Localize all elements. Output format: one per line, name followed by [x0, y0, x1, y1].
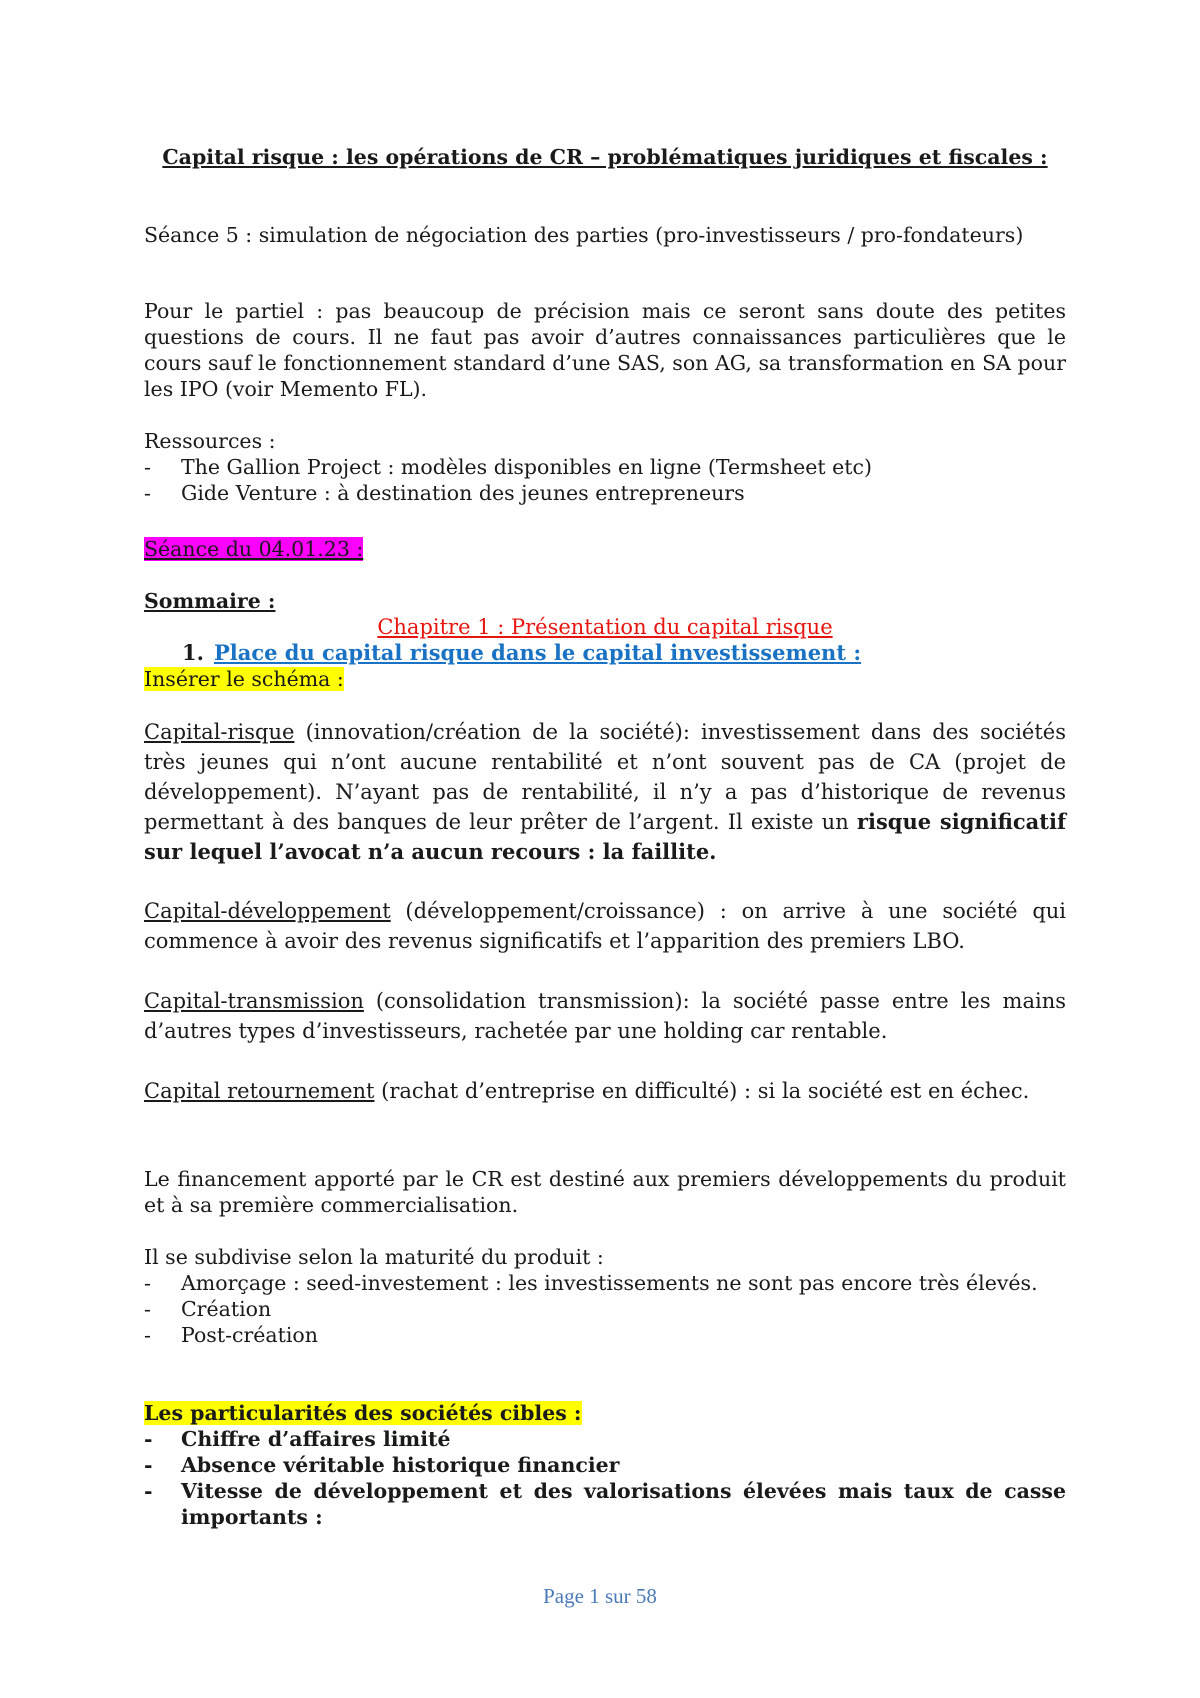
subdivise-section — [144, 1244, 1066, 1348]
document-title: Capital risque : les opérations de CR – problématiques juridiques et fiscales : — [162, 145, 1048, 169]
capital-retournement-term: Capital retournement — [144, 1079, 375, 1103]
particularites-list — [144, 1426, 1066, 1530]
list-item: - The Gallion Project : modèles disponibles en ligne (Termsheet etc) — [144, 455, 872, 479]
capital-transmission-term: Capital-transmission — [144, 989, 364, 1013]
subdivise-list — [144, 1270, 1066, 1348]
dash-bullet: - — [144, 1297, 151, 1321]
seance-date-heading: Séance du 04.01.23 : — [144, 537, 364, 561]
chapter-title: Chapitre 1 : Présentation du capital risque — [377, 615, 833, 639]
inserer-schema: Insérer le schéma : — [144, 667, 344, 691]
dash-bullet: - — [144, 1453, 153, 1477]
capital-transmission-paragraph: Capital-transmission (consolidation transmission): la société passe entre les mains d’autres types d’investisseurs, rachetée par une holding car rentable. — [144, 989, 1066, 1043]
seance-5-paragraph: Séance 5 : simulation de négociation des parties (pro-investisseurs / pro-fondateurs) — [144, 223, 1024, 247]
subdivise-heading: Il se subdivise selon la maturité du produit : — [144, 1245, 604, 1269]
particularites-section — [144, 1400, 1066, 1530]
list-item: - Création — [144, 1297, 272, 1321]
list-item: - Vitesse de développement et des valorisations élevées mais taux de casse importants : — [144, 1479, 1066, 1529]
dash-bullet: - — [144, 455, 151, 479]
dash-bullet: - — [144, 1271, 151, 1295]
section-number: 1. — [182, 640, 204, 665]
capital-developpement-paragraph: Capital-développement (développement/croissance) : on arrive à une société qui commence à avoir des revenus significatifs et l’apparition des premiers LBO. — [144, 899, 1066, 953]
ressources-list — [144, 454, 1066, 506]
capital-retournement-paragraph: Capital retournement (rachat d’entreprise en difficulté) : si la société est en échec. — [144, 1079, 1030, 1103]
document-page — [144, 0, 1066, 1698]
list-item: - Gide Venture : à destination des jeunes entrepreneurs — [144, 481, 745, 505]
dash-bullet: - — [144, 1427, 153, 1451]
particularites-heading: Les particularités des sociétés cibles : — [144, 1401, 582, 1425]
ressources-section — [144, 428, 1066, 506]
capital-developpement-term: Capital-développement — [144, 899, 391, 923]
section-heading — [144, 640, 1104, 666]
list-item: - Chiffre d’affaires limité — [144, 1427, 451, 1451]
sommaire-heading: Sommaire : — [144, 589, 276, 613]
section-link[interactable]: Place du capital risque dans le capital investissement : — [213, 640, 862, 665]
partiel-paragraph: Pour le partiel : pas beaucoup de précision mais ce seront sans doute des petites questions de cours. Il ne faut pas avoir d’autres connaissances particulières que le cours sauf le fonctionnement standard d’une SAS, son AG, sa transformation en SA pour les IPO (voir Memento FL). — [144, 299, 1066, 401]
dash-bullet: - — [144, 1479, 153, 1503]
list-item: - Amorçage : seed-investement : les investissements ne sont pas encore très élevés. — [144, 1271, 1038, 1295]
list-item: - Post-création — [144, 1323, 318, 1347]
financement-paragraph: Le financement apporté par le CR est destiné aux premiers développements du produit et à sa première commercialisation. — [144, 1167, 1066, 1217]
ressources-heading: Ressources : — [144, 429, 276, 453]
capital-risque-term: Capital-risque — [144, 720, 295, 744]
dash-bullet: - — [144, 1323, 151, 1347]
capital-risque-paragraph: Capital-risque (innovation/création de la société): investissement dans des sociétés très jeunes qui n’ont aucune rentabilité et n’ont souvent pas de CA (projet de développement). N’ayant pas de rentabilité, il n’y a pas d’historique de revenus permettant à des banques de leur prêter de l’argent. Il existe un risque significatif sur lequel l’avocat n’a aucun recours : la faillite. — [144, 720, 1066, 864]
list-item: - Absence véritable historique financier — [144, 1453, 620, 1477]
dash-bullet: - — [144, 481, 151, 505]
page-footer: Page 1 sur 58 — [543, 1584, 657, 1608]
